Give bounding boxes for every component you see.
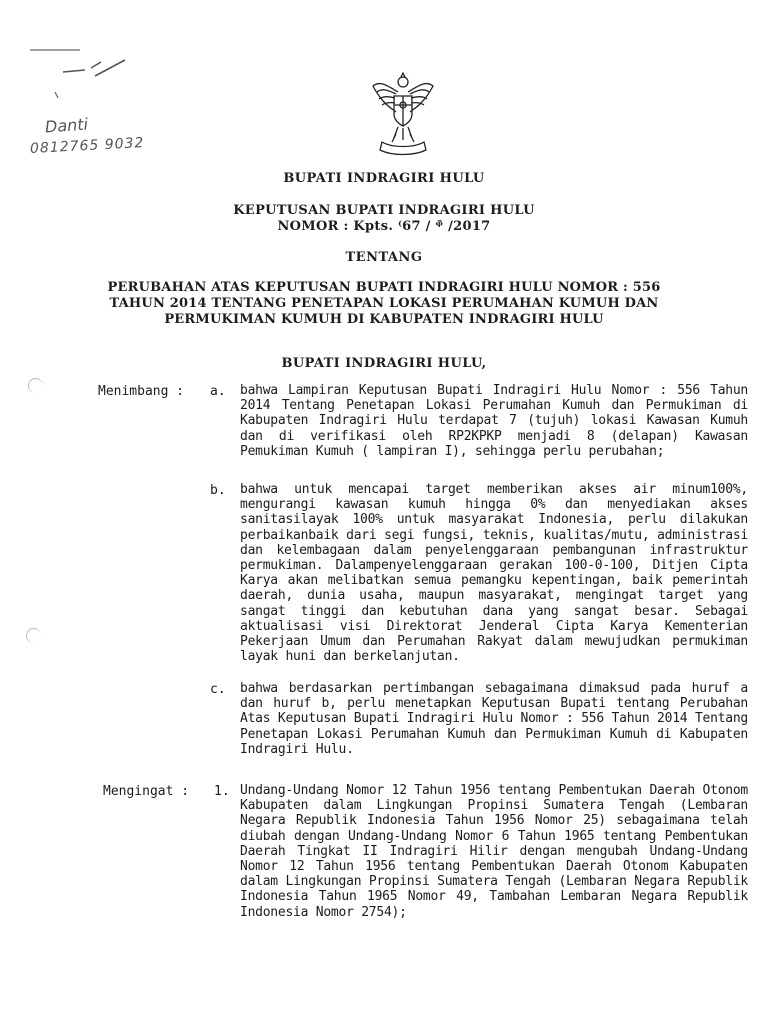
handwritten-scribble bbox=[25, 40, 135, 110]
tentang-heading: TENTANG bbox=[345, 250, 423, 265]
decree-title: KEPUTUSAN BUPATI INDRAGIRI HULU bbox=[233, 203, 535, 218]
menimbang-item-letter: c. bbox=[210, 682, 226, 697]
menimbang-item-letter: a. bbox=[210, 384, 226, 399]
garuda-emblem-icon bbox=[370, 72, 436, 156]
menimbang-item-text: bahwa berdasarkan pertimbangan sebagaimana dimaksud pada huruf a dan huruf b, perlu menetapkan Keputusan Bupati tentang Perubahan Atas Keputusan Bupati Indragiri Hulu Nomor : 556 Tahun 2014 Tentang Penetapan Lokasi Perumahan Kumuh dan Permukiman Kumuh di Kabupaten Indragiri Hulu. bbox=[240, 681, 748, 757]
bupati-heading: BUPATI INDRAGIRI HULU, bbox=[281, 356, 487, 371]
punch-hole-mark bbox=[26, 628, 41, 643]
menimbang-item-text: bahwa Lampiran Keputusan Bupati Indragiri Hulu Nomor : 556 Tahun 2014 Tentang Penetapan Lokasi Perumahan Kumuh dan Permukiman di Kabupaten Indragiri Hulu terdapat 7 (tujuh) lokasi Kawasan Kumuh dan di verifikasi oleh RP2KPKP menjadi 8 (delapan) Kawasan Pemukiman Kumuh ( lampiran I), sehingga perlu perubahan; bbox=[240, 383, 748, 459]
decree-subject bbox=[0, 280, 768, 328]
handwritten-name: Danti bbox=[44, 114, 89, 137]
mengingat-item-number: 1. bbox=[214, 784, 230, 799]
punch-hole-mark bbox=[28, 378, 43, 393]
mengingat-item-text: Undang-Undang Nomor 12 Tahun 1956 tentang Pembentukan Daerah Otonom Kabupaten dalam Lingkungan Propinsi Sumatera Tengah (Lembaran Negara Republik Indonesia Tahun 1956 Nomor 25) sebagaimana telah diubah dengan Undang-Undang Nomor 6 Tahun 1965 tentang Pembentukan Daerah Tingkat II Indragiri Hilir dengan mengubah Undang-Undang Nomor 12 Tahun 1956 tentang Pembentukan Daerah Otonom Kabupaten dalam Lingkungan Propinsi Sumatera Tengah (Lembaran Negara Republik Indonesia Tahun 1965 Nomor 49, Tambahan Lembaran Negara Republik Indonesia Nomor 2754); bbox=[240, 783, 748, 920]
menimbang-item-letter: b. bbox=[210, 483, 226, 498]
handwritten-phone: 0812765 9032 bbox=[29, 135, 145, 157]
decree-number: NOMOR : Kpts. ⁽67 / ᵠ̄ /2017 bbox=[277, 219, 491, 234]
menimbang-label: Menimbang : bbox=[98, 384, 185, 399]
mengingat-label: Mengingat : bbox=[103, 784, 190, 799]
menimbang-item-text: bahwa untuk mencapai target memberikan akses air minum100%, mengurangi kawasan kumuh hingga 0% dan menyediakan akses sanitasilayak 100% untuk masyarakat Indonesia, perlu dilakukan perbaikanbaik dari segi fungsi, teknis, kualitas/mutu, administrasi dan kelembagaan dalam penyelenggaraan pembangunan infrastruktur permukiman. Dalampenyelenggaraan gerakan 100-0-100, Ditjen Cipta Karya akan melibatkan semua pemangku kepentingan, baik pemerintah daerah, dunia usaha, maupun masyarakat, mengingat target yang sangat tinggi dan kebutuhan dana yang sangat besar. Sebagai aktualisasi visi Direktorat Jenderal Cipta Karya Kementerian Pekerjaan Umum dan Perumahan Rakyat dalam mewujudkan permukiman layak huni dan berkelanjutan. bbox=[240, 482, 748, 665]
decree-subject-text: PERUBAHAN ATAS KEPUTUSAN BUPATI INDRAGIRI HULU NOMOR : 556 TAHUN 2014 TENTANG PENETAPAN LOKASI PERUMAHAN KUMUH DAN PERMUKIMAN KUMUH DI KABUPATEN INDRAGIRI HULU bbox=[107, 280, 661, 327]
issuer-title: BUPATI INDRAGIRI HULU bbox=[283, 171, 485, 186]
